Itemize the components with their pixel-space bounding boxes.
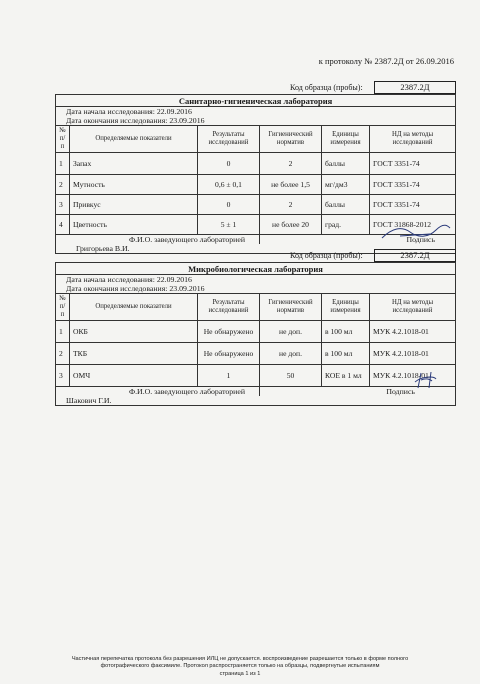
row-result: Не обнаружено xyxy=(198,321,260,343)
row-result: 0 xyxy=(198,195,260,215)
table-row xyxy=(56,343,456,365)
row-indicator: Привкус xyxy=(70,195,198,215)
row-indicator: ОКБ xyxy=(70,321,198,343)
protocol-reference: к протоколу № 2387.2Д от 26.09.2016 xyxy=(318,56,454,66)
handwritten-signature-2 xyxy=(412,370,438,390)
col-header-norm: Гигиенический норматив xyxy=(260,126,322,153)
row-norm: не более 20 xyxy=(260,215,322,235)
head-of-lab-name: Шакович Г.И. xyxy=(56,396,456,406)
table-row xyxy=(56,175,456,195)
head-of-lab-label: Ф.И.О. заведующего лабораторией xyxy=(56,387,260,397)
row-norm: не более 1,5 xyxy=(260,175,322,195)
row-method: МУК 4.2.1018-01 xyxy=(370,321,456,343)
row-indicator: Мутность xyxy=(70,175,198,195)
col-header-number: № п/п xyxy=(56,294,70,321)
row-result: 0,6 ± 0,1 xyxy=(198,175,260,195)
row-number: 1 xyxy=(56,153,70,175)
lab-title: Микробиологическая лаборатория xyxy=(56,263,456,275)
row-method: МУК 4.2.1018-01 xyxy=(370,343,456,365)
row-number: 3 xyxy=(56,195,70,215)
row-number: 4 xyxy=(56,215,70,235)
row-unit: в 100 мл xyxy=(322,343,370,365)
end-date: Дата окончания исследования: 23.09.2016 xyxy=(56,284,456,294)
microbiology-results-table xyxy=(55,262,456,406)
table-row xyxy=(56,365,456,387)
signature-label: Подпись xyxy=(260,235,456,245)
row-indicator: Цветность xyxy=(70,215,198,235)
row-method: ГОСТ 3351-74 xyxy=(370,195,456,215)
row-norm: 2 xyxy=(260,153,322,175)
sample-code-label: Код образца (пробы): xyxy=(290,83,363,92)
row-result: Не обнаружено xyxy=(198,343,260,365)
col-header-number: № п/п xyxy=(56,126,70,153)
row-method: ГОСТ 31868-2012 xyxy=(370,215,456,235)
row-method: ГОСТ 3351-74 xyxy=(370,153,456,175)
sample-code-label: Код образца (пробы): xyxy=(290,251,363,260)
lab-title: Санитарно-гигиеническая лаборатория xyxy=(56,95,456,107)
col-header-results: Результаты исследований xyxy=(198,126,260,153)
signature-label: Подпись xyxy=(260,387,456,397)
end-date: Дата окончания исследования: 23.09.2016 xyxy=(56,116,456,126)
row-method: МУК 4.2.1018-01 xyxy=(370,365,456,387)
row-unit: баллы xyxy=(322,195,370,215)
row-method: ГОСТ 3351-74 xyxy=(370,175,456,195)
row-number: 3 xyxy=(56,365,70,387)
footer-line-1: Частичная перепечатка протокола без разрешения ИЛЦ не допускается. воспроизведение разрешается только в форме полного xyxy=(71,655,409,662)
sample-code-value: 2387.2Д xyxy=(374,249,456,262)
table-row xyxy=(56,195,456,215)
row-unit: баллы xyxy=(322,153,370,175)
col-header-indicators: Определяемые показатели xyxy=(70,294,198,321)
col-header-units: Единицы измерения xyxy=(322,294,370,321)
row-unit: град. xyxy=(322,215,370,235)
row-indicator: ТКБ xyxy=(70,343,198,365)
start-date: Дата начала исследования: 22.09.2016 xyxy=(56,107,456,117)
row-unit: мг/дм3 xyxy=(322,175,370,195)
col-header-method: НД на методы исследований xyxy=(370,126,456,153)
row-norm: не доп. xyxy=(260,343,322,365)
head-of-lab-name: Григорьева В.И. xyxy=(56,244,456,254)
row-number: 2 xyxy=(56,343,70,365)
row-result: 5 ± 1 xyxy=(198,215,260,235)
start-date: Дата начала исследования: 22.09.2016 xyxy=(56,275,456,285)
row-unit: КОЕ в 1 мл xyxy=(322,365,370,387)
table-row xyxy=(56,153,456,175)
row-result: 0 xyxy=(198,153,260,175)
head-of-lab-label: Ф.И.О. заведующего лабораторией xyxy=(56,235,260,245)
footer-disclaimer xyxy=(0,656,480,679)
row-number: 1 xyxy=(56,321,70,343)
col-header-norm: Гигиенический норматив xyxy=(260,294,322,321)
row-indicator: ОМЧ xyxy=(70,365,198,387)
row-unit: в 100 мл xyxy=(322,321,370,343)
col-header-method: НД на методы исследований xyxy=(370,294,456,321)
page-number: страница 1 из 1 xyxy=(219,670,261,677)
footer-line-2: фотографического факсимиле. Протокол распространяется только на образцы, подвергнутые испытаниям xyxy=(100,663,380,669)
row-result: 1 xyxy=(198,365,260,387)
col-header-indicators: Определяемые показатели xyxy=(70,126,198,153)
col-header-units: Единицы измерения xyxy=(322,126,370,153)
row-indicator: Запах xyxy=(70,153,198,175)
row-norm: 50 xyxy=(260,365,322,387)
handwritten-signature-1 xyxy=(380,224,452,242)
row-norm: не доп. xyxy=(260,321,322,343)
sample-code-value: 2387.2Д xyxy=(374,81,456,94)
row-number: 2 xyxy=(56,175,70,195)
row-norm: 2 xyxy=(260,195,322,215)
table-row xyxy=(56,321,456,343)
col-header-results: Результаты исследований xyxy=(198,294,260,321)
